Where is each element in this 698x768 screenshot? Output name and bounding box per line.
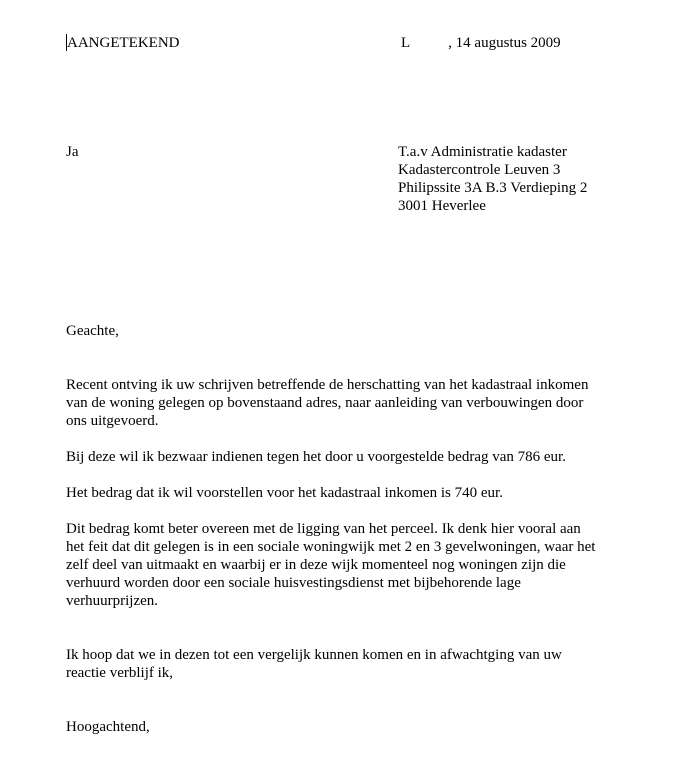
paragraph-2 bbox=[66, 448, 626, 466]
paragraph-line: verhuurd worden door een sociale huisvestingsdienst met bijbehorende lage bbox=[66, 575, 521, 591]
paragraph-line: het feit dat dit gelegen is in een sociale woningwijk met 2 en 3 gevelwoningen, waar het bbox=[66, 539, 596, 555]
paragraph-1 bbox=[66, 376, 626, 430]
salutation: Geachte, bbox=[66, 323, 119, 339]
paragraph-line: Het bedrag dat ik wil voorstellen voor het kadastraal inkomen is 740 eur. bbox=[66, 485, 503, 501]
redacted-place bbox=[410, 37, 448, 51]
paragraph-4 bbox=[66, 520, 626, 610]
recipient-line: T.a.v Administratie kadaster bbox=[398, 144, 567, 160]
recipient-line: Kadastercontrole Leuven 3 bbox=[398, 162, 561, 178]
paragraph-line: Dit bedrag komt beter overeen met de ligging van het perceel. Ik denk hier vooral aan bbox=[66, 521, 581, 537]
paragraph-line: zelf deel van uitmaakt en waarbij er in deze wijk momenteel nog woningen zijn die bbox=[66, 557, 566, 573]
paragraph-3 bbox=[66, 484, 626, 502]
paragraph-line: Recent ontving ik uw schrijven betreffende de herschatting van het kadastraal inkomen bbox=[66, 377, 589, 393]
paragraph-line: verhuurprijzen. bbox=[66, 593, 159, 609]
paragraph-line: Ik hoop dat we in dezen tot een vergelijk kunnen komen en in afwachtging van uw bbox=[66, 647, 562, 663]
recipient-address bbox=[398, 143, 587, 215]
paragraph-5 bbox=[66, 646, 626, 682]
paragraph-line: ons uitgevoerd. bbox=[66, 413, 159, 429]
paragraph-line: van de woning gelegen op bovenstaand adres, naar aanleiding van verbouwingen door bbox=[66, 395, 584, 411]
sender-name: Ja bbox=[66, 144, 79, 160]
place-date bbox=[401, 34, 561, 52]
paragraph-line: reactie verblijf ik, bbox=[66, 665, 174, 681]
recipient-line: 3001 Heverlee bbox=[398, 198, 486, 214]
place-prefix: L bbox=[401, 35, 411, 51]
paragraph-line: Bij deze wil ik bezwaar indienen tegen het door u voorgestelde bedrag van 786 eur. bbox=[66, 449, 566, 465]
date-text: , 14 augustus 2009 bbox=[448, 35, 561, 51]
recipient-line: Philipssite 3A B.3 Verdieping 2 bbox=[398, 180, 588, 196]
registered-label: AANGETEKEND bbox=[67, 35, 180, 51]
closing: Hoogachtend, bbox=[66, 719, 150, 735]
